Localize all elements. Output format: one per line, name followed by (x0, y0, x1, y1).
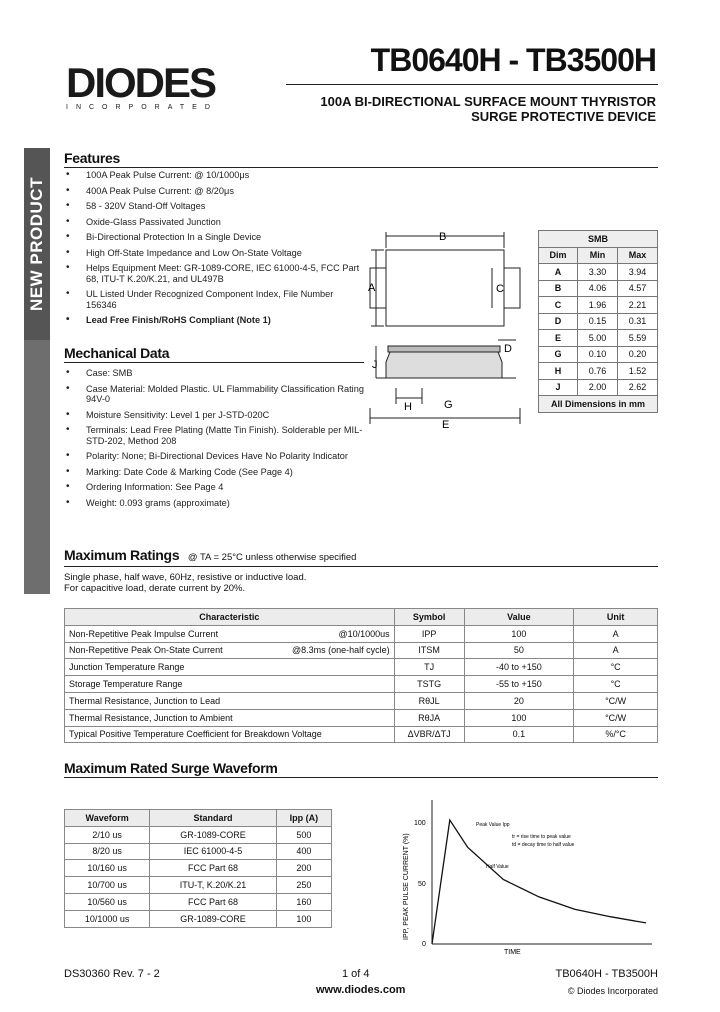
ratings-sym: TJ (394, 659, 464, 676)
ratings-val: 100 (464, 625, 574, 642)
dim-row (539, 330, 658, 347)
feature-item: • 400A Peak Pulse Current: @ 8/20μs (64, 186, 364, 197)
surge-cell: 10/560 us (65, 893, 150, 910)
diodes-logo (66, 59, 232, 111)
side-view-body (386, 352, 502, 378)
surge-cell: 10/1000 us (65, 910, 150, 927)
ratings-char-text: Thermal Resistance, Junction to Lead (69, 695, 221, 706)
dim-label-j: J (372, 359, 378, 371)
ratings-characteristic (65, 692, 395, 709)
features-title: Features (64, 150, 120, 166)
dim-col-header: Min (578, 247, 618, 264)
ratings-col-header: Unit (574, 609, 658, 626)
surge-title: Maximum Rated Surge Waveform (64, 760, 278, 776)
dim-cell: 2.21 (618, 297, 658, 314)
feature-item: • Lead Free Finish/RoHS Compliant (Note 1) (64, 315, 364, 326)
ratings-val: -55 to +150 (464, 676, 574, 693)
feature-item: • Helps Equipment Meet: GR-1089-CORE, IEC 61000-4-5, FCC Part 68, ITU-T K.20/K.21, and UL497B (64, 263, 364, 284)
surge-cell: 2/10 us (65, 826, 150, 843)
dim-cell: 0.15 (578, 313, 618, 330)
dim-cell: 3.30 (578, 264, 618, 281)
dim-col-header: Max (618, 247, 658, 264)
header-rule (286, 84, 658, 85)
surge-row (65, 893, 332, 910)
dim-cell: 0.31 (618, 313, 658, 330)
ratings-sym: IPP (394, 625, 464, 642)
dim-label-a: A (368, 282, 376, 294)
ratings-char-text: Typical Positive Temperature Coefficient for Breakdown Voltage (69, 729, 322, 740)
dim-cell: 1.52 (618, 363, 658, 380)
dim-cell: E (539, 330, 578, 347)
feature-item: • High Off-State Impedance and Low On-State Voltage (64, 248, 364, 259)
dim-cell: 2.00 (578, 379, 618, 396)
dim-label-b: B (439, 231, 447, 243)
ratings-row (65, 642, 658, 659)
ratings-sym: ITSM (394, 642, 464, 659)
dim-cell: J (539, 379, 578, 396)
ratings-row (65, 692, 658, 709)
surge-cell: 100 (276, 910, 331, 927)
surge-cell: FCC Part 68 (150, 893, 276, 910)
dim-label-g: G (444, 399, 453, 411)
chart-y-label: IPP, PEAK PULSE CURRENT (%) (403, 833, 410, 940)
dim-cell: 5.00 (578, 330, 618, 347)
surge-row (65, 860, 332, 877)
ratings-col-header: Value (464, 609, 574, 626)
chart-annotation-td: td = decay time to half value (512, 842, 575, 848)
ratings-characteristic (65, 659, 395, 676)
ratings-char-text: Non-Repetitive Peak Impulse Current (69, 628, 219, 639)
ratings-char-text: Thermal Resistance, Junction to Ambient (69, 712, 233, 723)
mechanical-item: • Moisture Sensitivity: Level 1 per J-STD-020C (64, 410, 364, 421)
ratings-char-condition: @10/1000us (338, 628, 390, 639)
dim-row (539, 280, 658, 297)
mechanical-item: • Polarity: None; Bi-Directional Devices Have No Polarity Indicator (64, 451, 364, 462)
surge-cell: FCC Part 68 (150, 860, 276, 877)
feature-item: • 100A Peak Pulse Current: @ 10/1000μs (64, 170, 364, 181)
dim-cell: 5.59 (618, 330, 658, 347)
ratings-char-text: Non-Repetitive Peak On-State Current (69, 645, 223, 656)
ratings-characteristic (65, 676, 395, 693)
dim-cell: B (539, 280, 578, 297)
surge-cell: IEC 61000-4-5 (150, 843, 276, 860)
chart-ytick-50: 50 (418, 881, 426, 888)
dim-cell: A (539, 264, 578, 281)
surge-cell: GR-1089-CORE (150, 910, 276, 927)
dim-label-c: C (496, 283, 504, 295)
dim-cell: 0.20 (618, 346, 658, 363)
ratings-unit: A (574, 642, 658, 659)
surge-waveform-chart (396, 790, 658, 958)
footer-page-number: 1 of 4 (342, 968, 370, 980)
ratings-unit: %/°C (574, 726, 658, 743)
ratings-sym: RθJA (394, 709, 464, 726)
dim-label-h: H (404, 401, 412, 413)
ratings-col-header: Symbol (394, 609, 464, 626)
mechanical-item: • Terminals: Lead Free Plating (Matte Tin Finish). Solderable per MIL-STD-202, Method 208 (64, 425, 364, 446)
surge-rule (64, 777, 658, 778)
dim-cell: 3.94 (618, 264, 658, 281)
mechanical-item: • Case: SMB (64, 368, 364, 379)
dim-cell: 0.10 (578, 346, 618, 363)
surge-col-header: Standard (150, 810, 276, 827)
dim-cell: C (539, 297, 578, 314)
ratings-title: Maximum Ratings (64, 547, 180, 563)
dimensions-table (538, 230, 658, 413)
ratings-row (65, 676, 658, 693)
feature-item: • 58 - 320V Stand-Off Voltages (64, 201, 364, 212)
surge-col-header: Ipp (A) (276, 810, 331, 827)
new-product-label-box (24, 148, 50, 340)
ratings-val: 0.1 (464, 726, 574, 743)
ratings-characteristic (65, 642, 395, 659)
dim-cell: 2.62 (618, 379, 658, 396)
footer-doc-number: DS30360 Rev. 7 - 2 (64, 968, 160, 980)
subtitle-line-1: 100A BI-DIRECTIONAL SURFACE MOUNT THYRISTOR (320, 94, 656, 109)
chart-annotation-tr: tr = rise time to peak value (512, 834, 571, 840)
device-subtitle (320, 94, 656, 124)
ratings-row (65, 659, 658, 676)
ratings-char-condition: @8.3ms (one-half cycle) (291, 645, 390, 656)
feature-item: • UL Listed Under Recognized Component Index, File Number 156346 (64, 289, 364, 310)
dim-cell: 4.57 (618, 280, 658, 297)
dim-row (539, 363, 658, 380)
surge-row (65, 826, 332, 843)
surge-cell: 10/700 us (65, 877, 150, 894)
dim-row (539, 264, 658, 281)
chart-ytick-0: 0 (422, 941, 426, 948)
surge-cell: ITU-T, K.20/K.21 (150, 877, 276, 894)
package-header: SMB (539, 231, 658, 248)
dim-col-header: Dim (539, 247, 578, 264)
logo-subtext: INCORPORATED (66, 104, 218, 111)
ratings-notes (64, 572, 306, 594)
ratings-row (65, 625, 658, 642)
ratings-table (64, 608, 658, 743)
ratings-unit: °C/W (574, 692, 658, 709)
footer-copyright: © Diodes Incorporated (567, 986, 658, 996)
feature-item: • Oxide-Glass Passivated Junction (64, 217, 364, 228)
ratings-val: 20 (464, 692, 574, 709)
ratings-characteristic (65, 709, 395, 726)
ratings-val: -40 to +150 (464, 659, 574, 676)
dim-row (539, 297, 658, 314)
features-list (64, 170, 364, 331)
new-product-label: NEW PRODUCT (27, 177, 46, 311)
ratings-unit: A (574, 625, 658, 642)
mechanical-item: • Marking: Date Code & Marking Code (See Page 4) (64, 467, 364, 478)
ratings-val: 50 (464, 642, 574, 659)
dim-label-e: E (442, 419, 450, 428)
surge-cell: 10/160 us (65, 860, 150, 877)
logo-wordmark: DIODES (66, 59, 216, 106)
ratings-unit: °C/W (574, 709, 658, 726)
surge-row (65, 910, 332, 927)
surge-row (65, 843, 332, 860)
ratings-row (65, 709, 658, 726)
ratings-note-2: For capacitive load, derate current by 20%. (64, 583, 246, 594)
dim-cell: 4.06 (578, 280, 618, 297)
surge-cell: 200 (276, 860, 331, 877)
features-rule (64, 167, 658, 168)
chart-ytick-100: 100 (414, 820, 426, 827)
surge-col-header: Waveform (65, 810, 150, 827)
ratings-note-1: Single phase, half wave, 60Hz, resistive or inductive load. (64, 572, 307, 583)
ratings-row (65, 726, 658, 743)
dim-cell: H (539, 363, 578, 380)
mechanical-item: • Ordering Information: See Page 4 (64, 482, 364, 493)
chart-annotation-peak: Peak Value Ipp (476, 822, 510, 828)
chart-x-label: TIME (504, 949, 521, 956)
ratings-characteristic (65, 726, 395, 743)
ratings-characteristic (65, 625, 395, 642)
top-view-lead-right (504, 268, 520, 308)
dim-label-d: D (504, 343, 512, 355)
chart-annotation-half: Half Value (486, 864, 509, 870)
surge-cell: 500 (276, 826, 331, 843)
ratings-sym: ΔVBR/ΔTJ (394, 726, 464, 743)
surge-cell: 250 (276, 877, 331, 894)
surge-row (65, 877, 332, 894)
subtitle-line-2: SURGE PROTECTIVE DEVICE (471, 109, 656, 124)
mechanical-item: • Case Material: Molded Plastic. UL Flammability Classification Rating 94V-0 (64, 384, 364, 405)
ratings-char-text: Storage Temperature Range (69, 679, 183, 690)
surge-table (64, 809, 332, 928)
dim-cell: 1.96 (578, 297, 618, 314)
ratings-heading (64, 547, 356, 563)
dim-row (539, 313, 658, 330)
dim-row (539, 346, 658, 363)
ratings-sym: RθJL (394, 692, 464, 709)
mechanical-item: • Weight: 0.093 grams (approximate) (64, 498, 364, 509)
mechanical-rule (64, 362, 364, 363)
dim-row (539, 379, 658, 396)
footer-website-link[interactable]: www.diodes.com (316, 984, 406, 996)
top-view-body (386, 250, 504, 326)
ratings-rule (64, 566, 658, 567)
ratings-char-text: Junction Temperature Range (69, 662, 185, 673)
surge-cell: GR-1089-CORE (150, 826, 276, 843)
ratings-val: 100 (464, 709, 574, 726)
surge-cell: 160 (276, 893, 331, 910)
ratings-unit: °C (574, 659, 658, 676)
dim-footer: All Dimensions in mm (539, 396, 658, 413)
dim-cell: G (539, 346, 578, 363)
surge-cell: 8/20 us (65, 843, 150, 860)
dim-footer-row (539, 396, 658, 413)
feature-item: • Bi-Directional Protection In a Single Device (64, 232, 364, 243)
dim-cell: D (539, 313, 578, 330)
footer-part-range: TB0640H - TB3500H (555, 968, 658, 980)
ratings-condition: @ TA = 25°C unless otherwise specified (187, 552, 357, 563)
ratings-sym: TSTG (394, 676, 464, 693)
ratings-unit: °C (574, 676, 658, 693)
package-outline-diagram (366, 228, 526, 428)
surge-cell: 400 (276, 843, 331, 860)
mechanical-list (64, 368, 364, 513)
part-range-title: TB0640H - TB3500H (370, 42, 656, 78)
ratings-col-header: Characteristic (65, 609, 395, 626)
dim-cell: 0.76 (578, 363, 618, 380)
mechanical-title: Mechanical Data (64, 345, 170, 361)
